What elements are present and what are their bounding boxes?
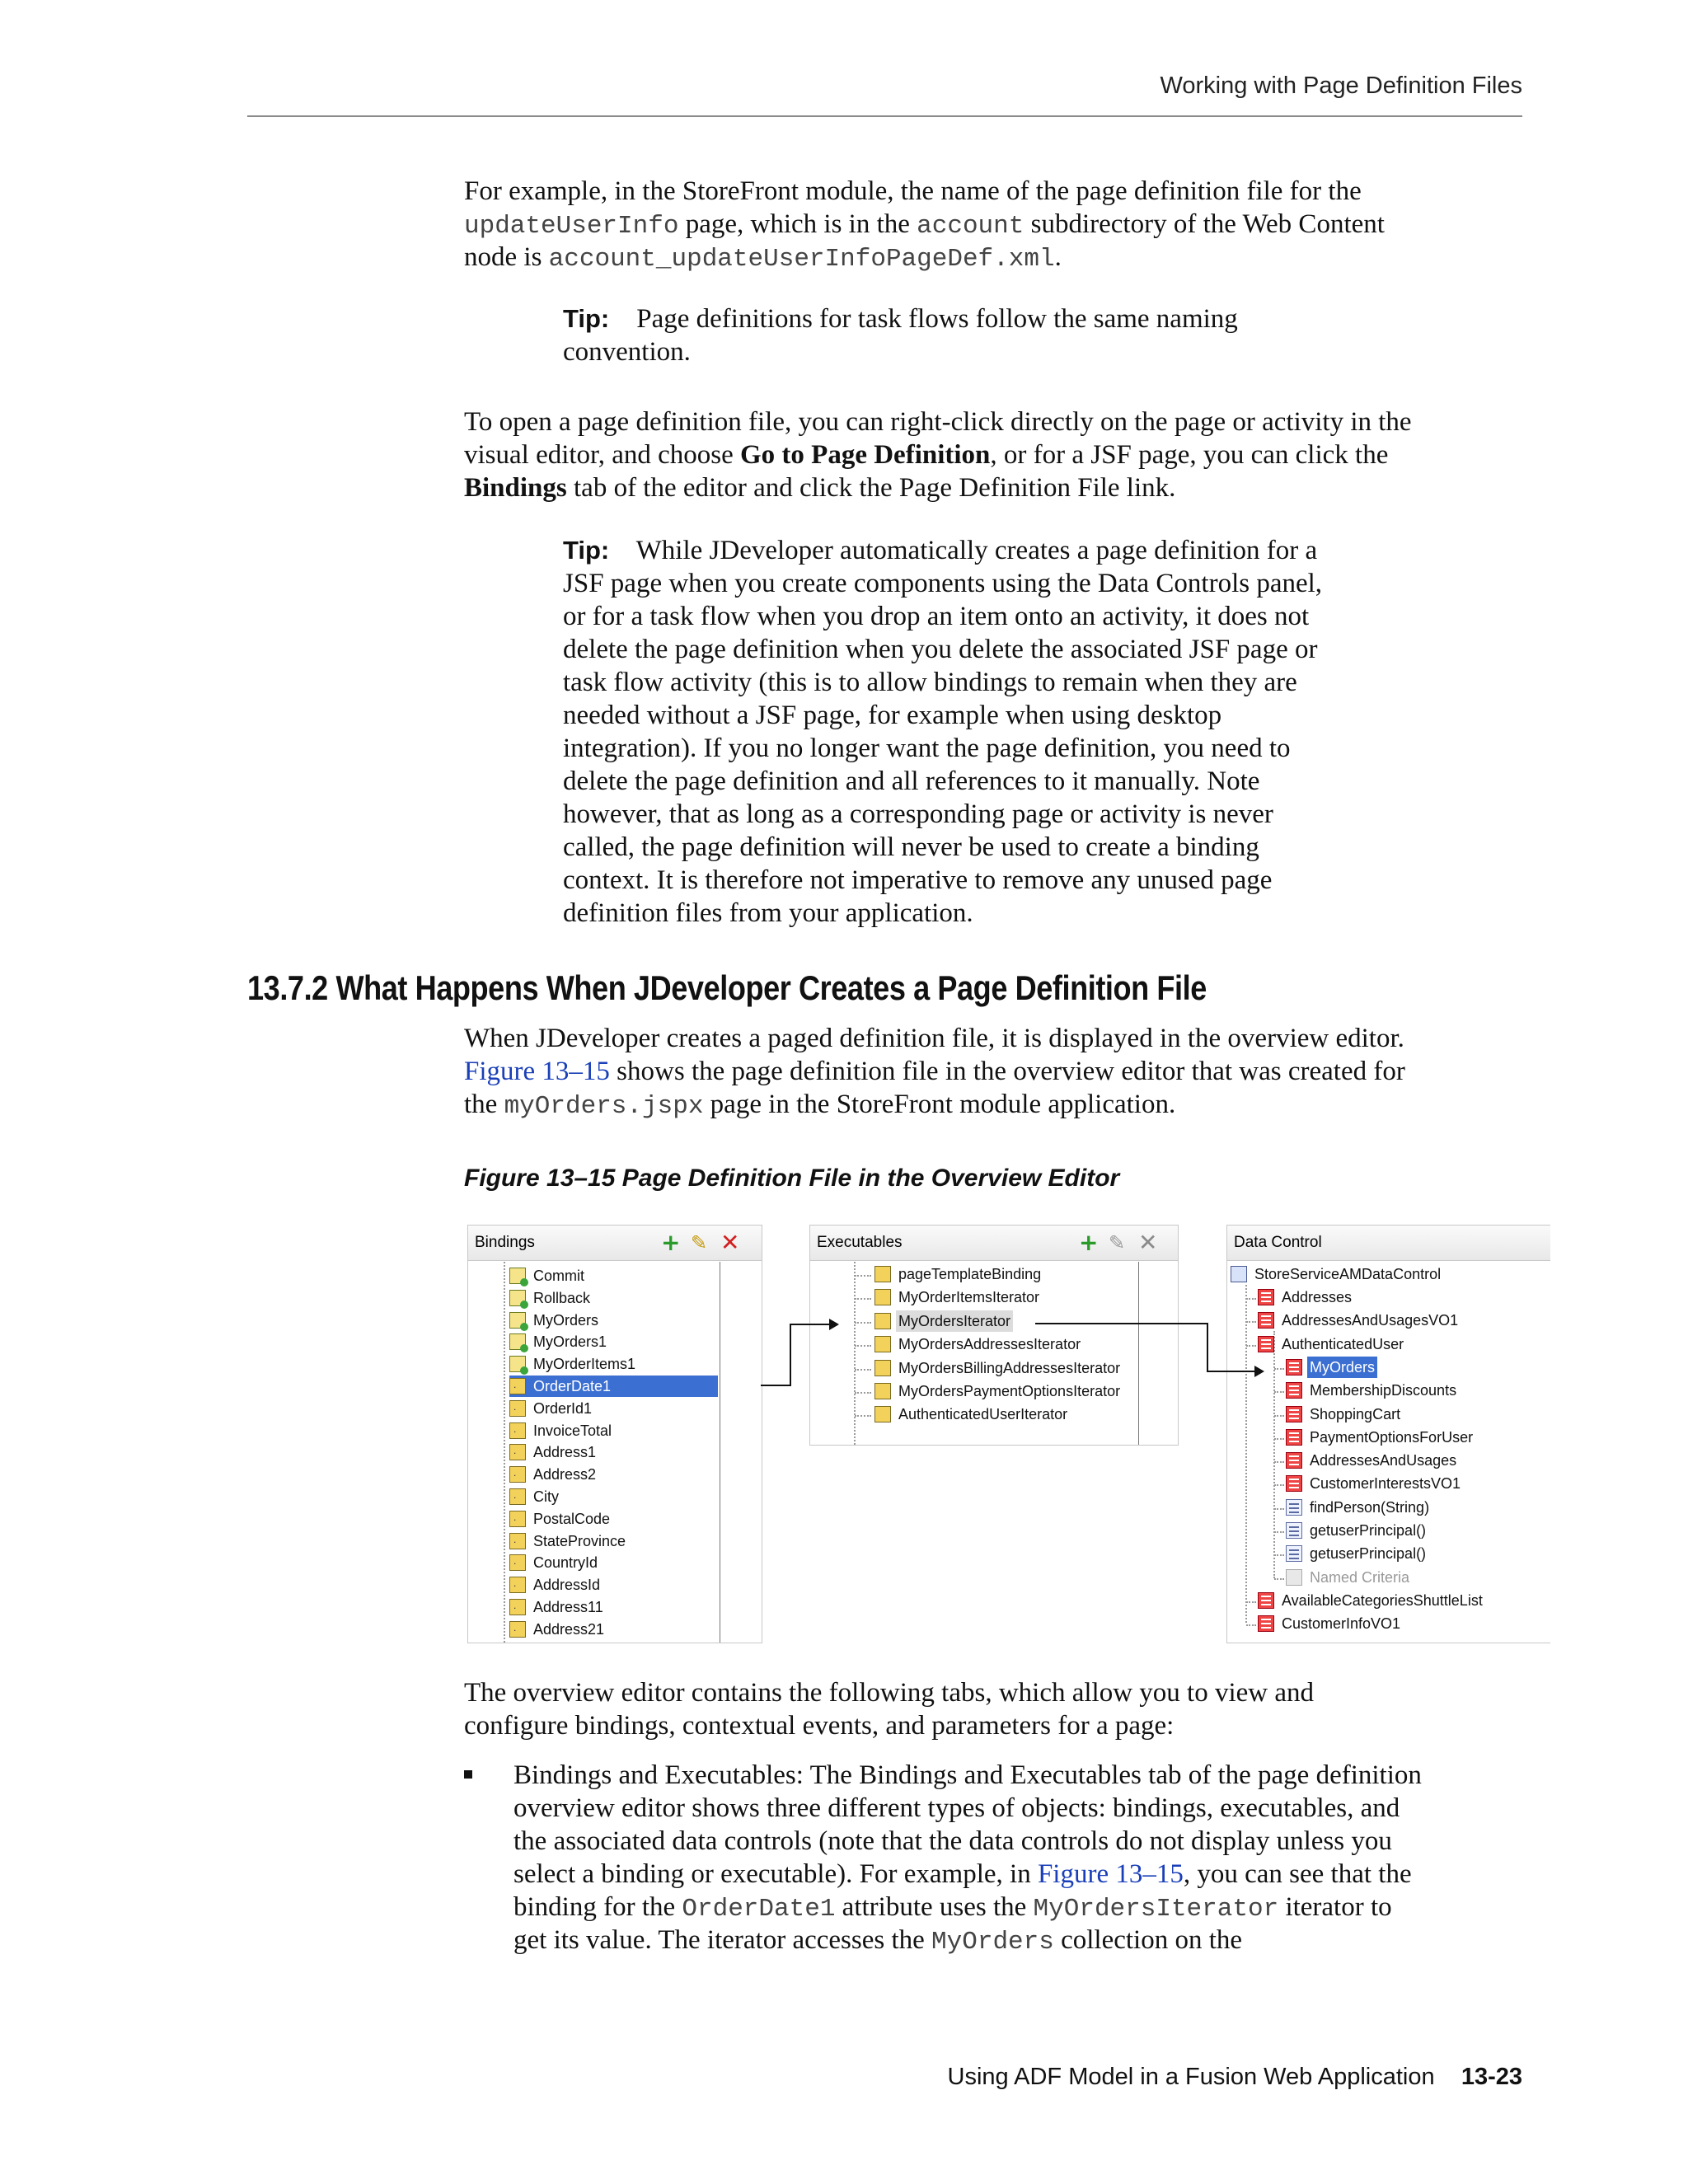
- tree-item-label: MyOrders: [533, 1311, 599, 1329]
- tree-connector: [1274, 1391, 1284, 1393]
- executables-panel: [809, 1225, 1179, 1446]
- figure-caption: Figure 13–15 Page Definition File in the Overview Editor: [464, 1165, 1120, 1192]
- tree-item-label: AddressId: [533, 1577, 601, 1594]
- edit-icon[interactable]: ✎: [691, 1231, 708, 1254]
- tree-item-label: Rollback: [533, 1289, 591, 1306]
- tree-item-label: pageTemplateBinding: [898, 1266, 1042, 1282]
- bullet1-line3: the associated data controls (note that the data controls do not display unless you: [513, 1826, 1392, 1856]
- para3-line1: When JDeveloper creates a paged definition file, it is displayed in the overview editor.: [464, 1024, 1404, 1053]
- tree-item-label: findPerson(String): [1310, 1498, 1430, 1516]
- tip-label: Tip:: [563, 536, 610, 565]
- tree-guide: [1245, 1285, 1247, 1623]
- figure-link[interactable]: Figure 13–15: [464, 1057, 610, 1086]
- iterator-icon: [874, 1406, 891, 1422]
- delete-icon[interactable]: ✕: [720, 1229, 740, 1256]
- tree-item-label: MyOrders: [1307, 1357, 1377, 1378]
- connector-line: [790, 1324, 791, 1386]
- tree-item-label: AddressesAndUsagesVO1: [1282, 1312, 1459, 1329]
- page-template-icon: [874, 1266, 891, 1282]
- attribute-binding-icon: [509, 1378, 526, 1394]
- bullet-marker: [464, 1770, 472, 1779]
- collection-icon: [1258, 1615, 1274, 1632]
- executables-panel-header: [810, 1226, 1178, 1261]
- para3-line3: the myOrders.jspx page in the StoreFront module application.: [464, 1090, 1176, 1121]
- method-icon: [1286, 1522, 1302, 1539]
- bullet1-line5: binding for the OrderDate1 attribute uses the MyOrdersIterator iterator to: [513, 1892, 1392, 1924]
- tip2-line7: integration). If you no longer want the page definition, you need to: [563, 733, 1291, 763]
- collection-icon: [1286, 1475, 1302, 1492]
- tree-item-label: Address1: [533, 1444, 597, 1461]
- tree-connector: [1274, 1368, 1284, 1370]
- attribute-binding-icon: [509, 1577, 526, 1593]
- tip-label: Tip:: [563, 304, 610, 333]
- tree-item-label: MyOrderItemsIterator: [898, 1289, 1040, 1306]
- tree-item-label: MyOrdersBillingAddressesIterator: [898, 1359, 1121, 1376]
- para4-line2: configure bindings, contextual events, and parameters for a page:: [464, 1711, 1175, 1741]
- tree-item-label: InvoiceTotal: [533, 1422, 612, 1439]
- attribute-binding-icon: [509, 1621, 526, 1638]
- para1-line1: For example, in the StoreFront module, the name of the page definition file for the: [464, 176, 1362, 206]
- binding-item[interactable]: [509, 1376, 718, 1397]
- tip2-line8: delete the page definition and all references to it manually. Note: [563, 766, 1260, 796]
- tip2-line1: Tip: While JDeveloper automatically creates a page definition for a: [563, 536, 1318, 565]
- add-icon[interactable]: +: [661, 1229, 681, 1256]
- tree-item-label: OrderId1: [533, 1399, 593, 1417]
- tree-connector: [1274, 1415, 1284, 1417]
- collection-icon: [1286, 1429, 1302, 1446]
- tree-item-label: MyOrders1: [533, 1333, 607, 1351]
- tree-guide: [854, 1262, 856, 1445]
- action-binding-icon: [509, 1312, 526, 1329]
- attribute-binding-icon: [509, 1599, 526, 1615]
- section-heading: 13.7.2 What Happens When JDeveloper Creates a Page Definition File: [247, 968, 1207, 1007]
- header-rule: [247, 115, 1522, 117]
- data-control-icon: [1231, 1266, 1247, 1282]
- tree-connector: [855, 1392, 871, 1394]
- attribute-binding-icon: [509, 1466, 526, 1483]
- tree-connector: [1246, 1298, 1256, 1300]
- page-footer: [948, 2064, 1522, 2091]
- tree-item-label: AddressesAndUsages: [1310, 1452, 1457, 1469]
- tree-item-label: AuthenticatedUser: [1282, 1335, 1404, 1352]
- tree-item-label: CountryId: [533, 1554, 598, 1572]
- tree-connector: [1274, 1578, 1284, 1580]
- collection-icon: [1258, 1592, 1274, 1609]
- para2-line1: To open a page definition file, you can right-click directly on the page or activity in the: [464, 407, 1412, 437]
- tree-connector: [1246, 1624, 1256, 1626]
- connector-line: [1207, 1323, 1208, 1372]
- para2-line3: Bindings tab of the editor and click the Page Definition File link.: [464, 473, 1176, 503]
- tree-item-label: Address2: [533, 1466, 597, 1483]
- tree-item-label: MyOrderItems1: [533, 1356, 636, 1373]
- datacontrol-panel: [1226, 1225, 1550, 1643]
- tip2-line3: or for a task flow when you drop an item onto an activity, it does not: [563, 602, 1310, 631]
- connector-line: [790, 1324, 831, 1325]
- tree-scroll-divider: [1138, 1262, 1139, 1445]
- tree-item-label: getuserPrincipal(): [1310, 1522, 1427, 1539]
- tip2-line6: needed without a JSF page, for example when using desktop: [563, 701, 1222, 730]
- para4-line1: The overview editor contains the following tabs, which allow you to view and: [464, 1678, 1315, 1708]
- folder-icon: [1286, 1569, 1302, 1586]
- tip2-line4: delete the page definition when you delete the associated JSF page or: [563, 635, 1318, 664]
- tree-item-label: MyOrdersAddressesIterator: [898, 1336, 1081, 1353]
- attribute-binding-icon: [509, 1554, 526, 1571]
- bullet1-line1: Bindings and Executables: The Bindings and Executables tab of the page definition: [513, 1760, 1422, 1790]
- iterator-icon: [874, 1383, 891, 1399]
- tree-connector: [855, 1322, 871, 1324]
- datacontrol-panel-header: [1227, 1226, 1550, 1261]
- para3-line2: Figure 13–15 shows the page definition file in the overview editor that was created for: [464, 1057, 1405, 1086]
- action-binding-icon: [509, 1333, 526, 1350]
- tree-item-label: OrderDate1: [533, 1378, 612, 1394]
- figure-link[interactable]: Figure 13–15: [1037, 1859, 1184, 1889]
- tree-connector: [1274, 1438, 1284, 1440]
- tree-connector: [1274, 1461, 1284, 1463]
- tree-item-label: CustomerInterestsVO1: [1310, 1475, 1461, 1493]
- tree-item-label: City: [533, 1488, 559, 1505]
- tip2-line9: however, that as long as a corresponding page or activity is never: [563, 799, 1273, 829]
- connector-line: [1035, 1323, 1208, 1324]
- tree-connector: [855, 1275, 871, 1277]
- bullet1-line6: get its value. The iterator accesses the MyOrders collection on the: [513, 1925, 1243, 1957]
- collection-icon: [1258, 1336, 1274, 1352]
- tree-item-label: CustomerInfoVO1: [1282, 1615, 1401, 1633]
- tip1-line2: convention.: [563, 337, 691, 367]
- attribute-binding-icon: [509, 1444, 526, 1460]
- tree-connector: [1246, 1345, 1256, 1347]
- datacontrol-panel-title: Data Control: [1234, 1234, 1322, 1251]
- tree-item-label: StoreServiceAMDataControl: [1254, 1266, 1442, 1282]
- tree-connector: [855, 1415, 871, 1417]
- tip2-line12: definition files from your application.: [563, 898, 973, 928]
- connector-line: [761, 1385, 791, 1386]
- tree-guide: [504, 1262, 505, 1643]
- tree-item-label: Address21: [533, 1620, 605, 1638]
- running-header: Working with Page Definition Files: [1160, 73, 1522, 99]
- tip1-line1: Tip: Page definitions for task flows follow the same naming: [563, 304, 1238, 334]
- connector-line: [1207, 1371, 1256, 1372]
- iterator-icon: [874, 1336, 891, 1352]
- iterator-icon: [874, 1313, 891, 1329]
- collection-icon: [1286, 1359, 1302, 1376]
- action-binding-icon: [509, 1356, 526, 1372]
- collection-icon: [1258, 1289, 1274, 1305]
- page-number: 13-23: [1461, 2064, 1522, 2090]
- delete-icon[interactable]: ✕: [1138, 1229, 1158, 1256]
- tree-connector: [1274, 1484, 1284, 1486]
- collection-icon: [1286, 1382, 1302, 1399]
- collection-icon: [1258, 1312, 1274, 1329]
- edit-icon[interactable]: ✎: [1109, 1231, 1126, 1254]
- collection-icon: [1286, 1452, 1302, 1469]
- iterator-icon: [874, 1289, 891, 1305]
- tip2-line10: called, the page definition will never be used to create a binding: [563, 832, 1259, 862]
- tree-connector: [1246, 1601, 1256, 1603]
- tree-item-label: Commit: [533, 1268, 584, 1284]
- attribute-binding-icon: [509, 1511, 526, 1527]
- para1-line2: updateUserInfo page, which is in the account subdirectory of the Web Content: [464, 209, 1385, 241]
- tip2-line5: task flow activity (this is to allow bindings to remain when they are: [563, 668, 1297, 697]
- tree-connector: [1274, 1531, 1284, 1533]
- method-icon: [1286, 1545, 1302, 1562]
- tree-item-label: Addresses: [1282, 1289, 1353, 1305]
- bullet1-line4: select a binding or executable). For example, in Figure 13–15, you can see that the: [513, 1859, 1412, 1889]
- tree-item-label: getuserPrincipal(): [1310, 1545, 1427, 1563]
- bullet1-line2: overview editor shows three different types of objects: bindings, executables, and: [513, 1793, 1400, 1823]
- tree-item-label: AvailableCategoriesShuttleList: [1282, 1591, 1483, 1609]
- tree-item-label: MembershipDiscounts: [1310, 1382, 1457, 1399]
- arrow-head: [1254, 1366, 1264, 1377]
- tree-connector: [855, 1369, 871, 1371]
- tree-item-label: Address11: [533, 1599, 603, 1615]
- tip2-line2: JSF page when you create components using the Data Controls panel,: [563, 569, 1323, 598]
- tip2-line11: context. It is therefore not imperative to remove any unused page: [563, 865, 1273, 895]
- para2-line2: visual editor, and choose Go to Page Definition, or for a JSF page, you can click the: [464, 440, 1389, 470]
- tree-connector: [1274, 1554, 1284, 1556]
- tree-item-label: AuthenticatedUserIterator: [898, 1406, 1068, 1423]
- arrow-head: [829, 1319, 839, 1330]
- method-icon: [1286, 1499, 1302, 1516]
- tree-item-label: PostalCode: [533, 1510, 611, 1527]
- attribute-binding-icon: [509, 1488, 526, 1505]
- para1-line3: node is account_updateUserInfoPageDef.xml.: [464, 242, 1062, 274]
- attribute-binding-icon: [509, 1422, 526, 1439]
- footer-book-title: Using ADF Model in a Fusion Web Application: [947, 2064, 1435, 2090]
- tree-item-label: ShoppingCart: [1310, 1405, 1401, 1422]
- tree-item-label: Named Criteria: [1310, 1568, 1410, 1586]
- action-binding-icon: [509, 1268, 526, 1284]
- attribute-binding-icon: [509, 1533, 526, 1549]
- attribute-binding-icon: [509, 1400, 526, 1417]
- tree-connector: [855, 1298, 871, 1300]
- tree-item-label: MyOrdersPaymentOptionsIterator: [898, 1383, 1121, 1399]
- tree-item-label: StateProvince: [533, 1532, 626, 1549]
- add-icon[interactable]: +: [1079, 1229, 1099, 1256]
- bindings-panel-title: Bindings: [475, 1234, 535, 1251]
- tree-connector: [1274, 1508, 1284, 1510]
- bindings-panel: [467, 1225, 762, 1643]
- tree-item-label: PaymentOptionsForUser: [1310, 1428, 1474, 1446]
- action-binding-icon: [509, 1290, 526, 1306]
- tree-connector: [855, 1345, 871, 1347]
- tree-connector: [1246, 1321, 1256, 1323]
- bindings-panel-header: [468, 1226, 762, 1261]
- tree-item-label: MyOrdersIterator: [896, 1310, 1013, 1332]
- executables-panel-title: Executables: [817, 1234, 903, 1251]
- iterator-icon: [874, 1360, 891, 1376]
- collection-icon: [1286, 1406, 1302, 1422]
